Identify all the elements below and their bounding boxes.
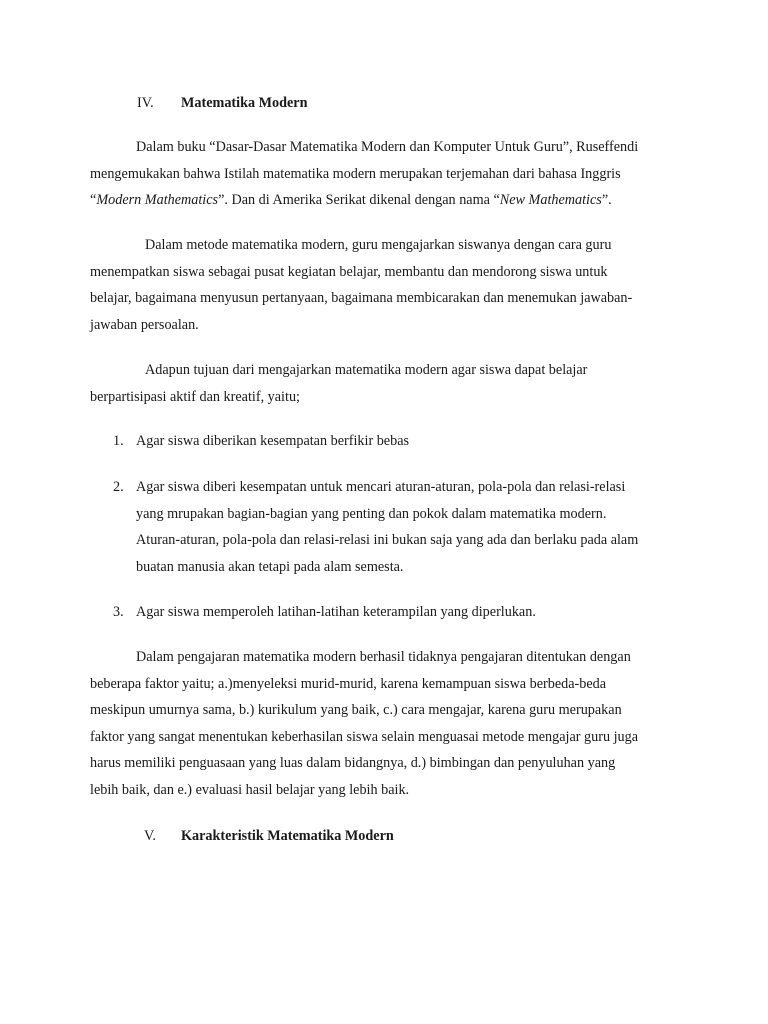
list-item-text (136, 474, 676, 580)
section-iv-heading (0, 93, 768, 113)
list-item-line: Agar siswa memperoleh latihan-latihan keterampilan yang diperlukan. (136, 604, 536, 620)
list-item-line: Agar siswa diberikan kesempatan berfikir bebas (136, 433, 410, 449)
paragraph-1-line-3 (90, 187, 670, 214)
list-item-line: yang mrupakan bagian-bagian yang penting dan pokok dalam matematika modern. (136, 505, 607, 522)
italic-modern-mathematics: Modern Mathematics (96, 192, 219, 209)
italic-new-mathematics: New Mathematics (499, 192, 602, 209)
list-item-text (136, 599, 676, 626)
paragraph-2-line-1: Dalam metode matematika modern, guru mengajarkan siswanya dengan cara guru (145, 237, 612, 253)
list-item-line: Aturan-aturan, pola-pola dan relasi-relasi ini bukan saja yang ada dan berlaku pada alam (136, 532, 639, 549)
paragraph-3-line-2: berpartisipasi aktif dan kreatif, yaitu; (90, 388, 300, 405)
paragraph-2-line-3: belajar, bagaimana menyusun pertanyaan, bagaimana membicarakan dan menemukan jawaban- (90, 290, 633, 307)
list-marker: 2. (113, 479, 124, 495)
section-v-number: V. (144, 828, 156, 844)
section-iv-title: Matematika Modern (181, 95, 308, 111)
paragraph-2 (90, 232, 670, 338)
paragraph-4-line-4: faktor yang sangat menentukan keberhasilan siswa selain menguasai metode mengajar guru juga (90, 728, 639, 745)
section-iv-number: IV. (137, 95, 154, 111)
section-v-heading (0, 826, 768, 846)
paragraph-3 (90, 357, 670, 410)
list-item-line: buatan manusia akan tetapi pada alam semesta. (136, 558, 404, 575)
paragraph-2-line-2: menempatkan siswa sebagai pusat kegiatan belajar, membantu dan mendorong siswa untuk (90, 263, 608, 280)
paragraph-1-line-2: mengemukakan bahwa Istilah matematika modern merupakan terjemahan dari bahasa Inggris (90, 165, 621, 182)
paragraph-4 (90, 644, 670, 804)
section-v-title: Karakteristik Matematika Modern (181, 828, 394, 844)
open-quote: “ (90, 192, 97, 209)
paragraph-1-line-1: Dalam buku “Dasar-Dasar Matematika Modern dan Komputer Untuk Guru”, Ruseffendi (136, 139, 639, 155)
paragraph-2-line-4: jawaban persoalan. (90, 316, 199, 333)
list-marker: 1. (113, 433, 124, 449)
paragraph-4-line-3: meskipun umurnya sama, b.) kurikulum yang baik, c.) cara mengajar, karena guru merupakan (90, 702, 622, 719)
paragraph-4-line-6: lebih baik, dan e.) evaluasi hasil belajar yang lebih baik. (90, 781, 410, 798)
paragraph-1-line-3-mid: ”. Dan di Amerika Serikat dikenal dengan nama “ (218, 192, 500, 209)
list-item-text (136, 428, 676, 455)
list-item-line: Agar siswa diberi kesempatan untuk mencari aturan-aturan, pola-pola dan relasi-relasi (136, 479, 626, 495)
paragraph-1-line-3-end: ”. (601, 192, 612, 209)
paragraph-3-line-1: Adapun tujuan dari mengajarkan matematika modern agar siswa dapat belajar (145, 362, 588, 378)
paragraph-1 (90, 134, 670, 214)
paragraph-4-line-5: harus memiliki penguasaan yang luas dalam bidangnya, d.) bimbingan dan penyuluhan yang (90, 755, 616, 772)
paragraph-4-line-2: beberapa faktor yaitu; a.)menyeleksi murid-murid, karena kemampuan siswa berbeda-beda (90, 675, 607, 692)
paragraph-4-line-1: Dalam pengajaran matematika modern berhasil tidaknya pengajaran ditentukan dengan (136, 649, 631, 665)
list-marker: 3. (113, 604, 124, 620)
